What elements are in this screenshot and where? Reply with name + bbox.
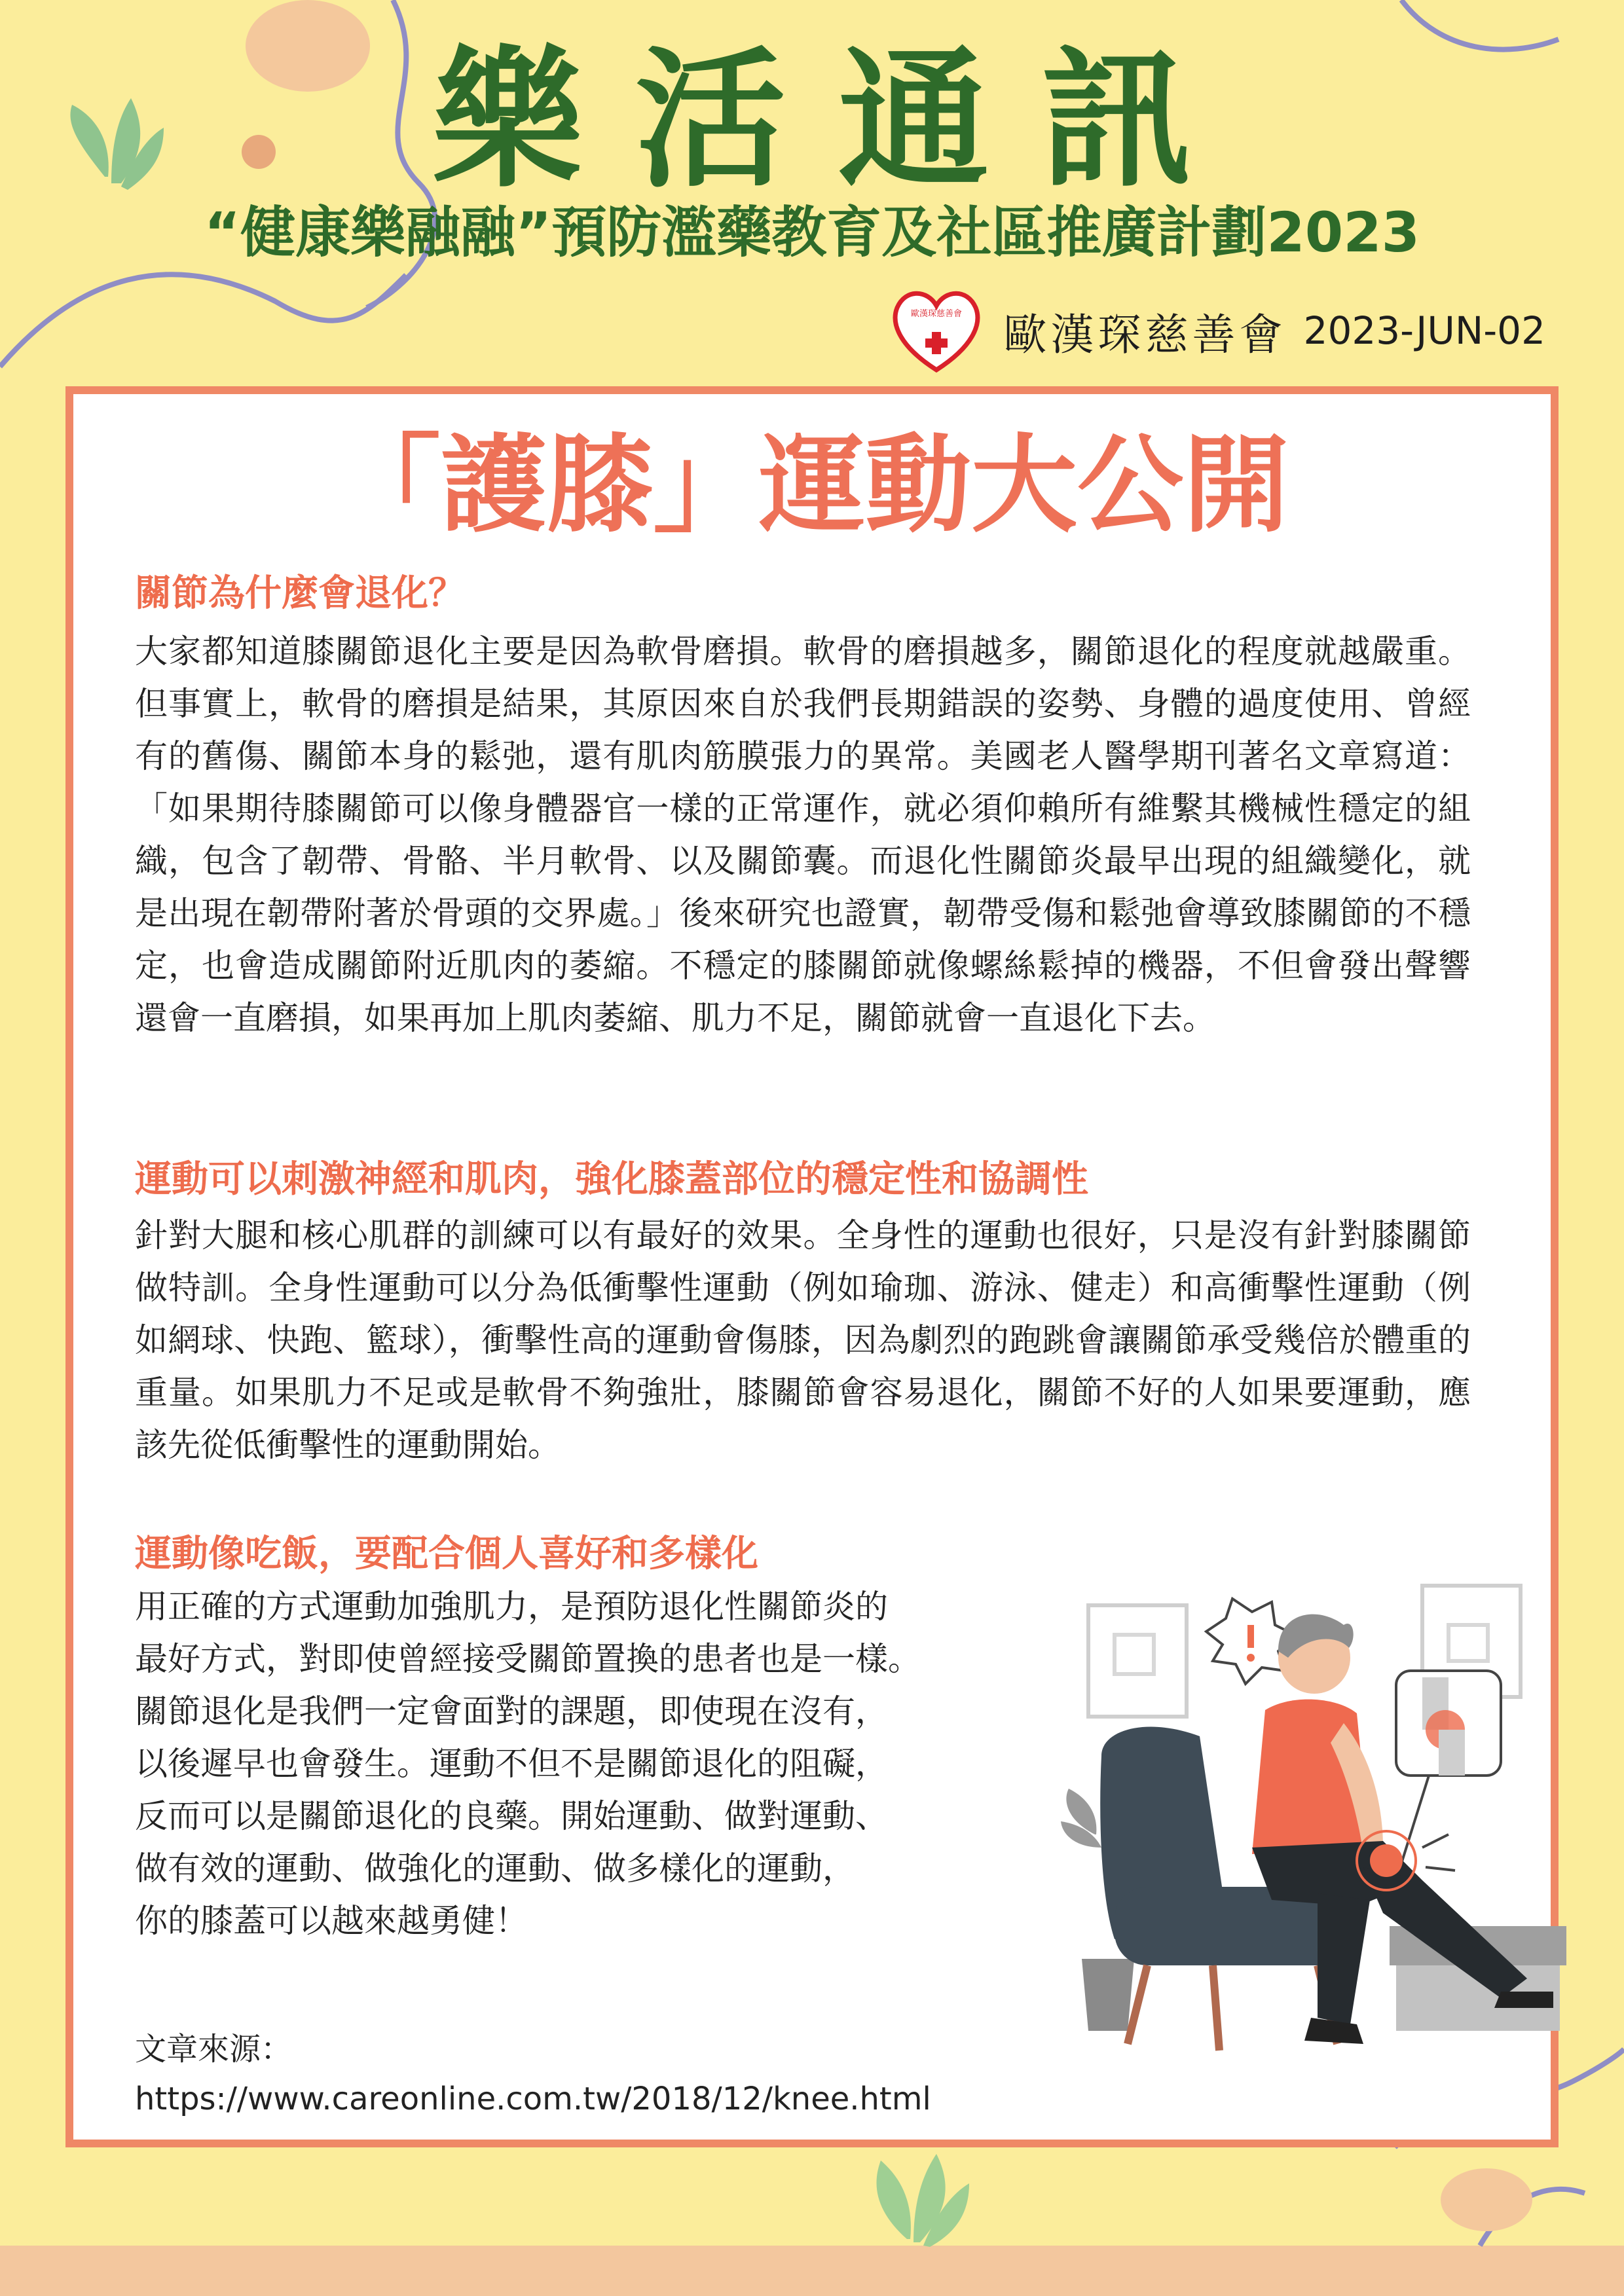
logo-text: 歐漢琛慈善會 (910, 309, 962, 319)
section-body-2: 針對大腿和核心肌群的訓練可以有最好的效果。全身性的運動也很好，只是沒有針對膝關節做特訓。全身性運動可以分為低衝擊性運動（例如瑜珈、游泳、健走）和高衝擊性運動（例如網球、快跑、籃球），衝擊性高的運動會傷膝，因為劇烈的跑跳會讓關節承受幾倍於體重的重量。如果肌力不足或是軟骨不夠強壯，膝關節會容易退化，關節不好的人如果要運動，應該先從低衝擊性的運動開始。 (135, 1216, 1471, 1464)
source-label: 文章來源： (135, 2031, 293, 2068)
publication-date: 2023-JUN-02 (1303, 308, 1545, 353)
article-title: 「護膝」運動大公開 (335, 424, 1289, 547)
knee-pain-illustration (1056, 1573, 1579, 2070)
section-heading-3: 運動像吃飯，要配合個人喜好和多樣化 (135, 1533, 758, 1575)
article-card (65, 386, 1559, 2147)
section-body-3: 用正確的方式運動加強肌力，是預防退化性關節炎的 最好方式，對即使曾經接受關節置換的患者也是一樣。 關節退化是我們一定會面對的課題，即使現在沒有， 以後遲早也會發生。運動不但不是關節退化的阻礙， 反而可以是關節退化的良藥。開始運動、做對運動、 做有效的運動、做強化的運動、做多樣化的運動， 你的膝蓋可以越來越勇健！ (135, 1588, 921, 1940)
section-body-1: 大家都知道膝關節退化主要是因為軟骨磨損。軟骨的磨損越多，關節退化的程度就越嚴重。但事實上，軟骨的磨損是結果，其原因來自於我們長期錯誤的姿勢、身體的過度使用、曾經有的舊傷、關節本身的鬆弛，還有肌肉筋膜張力的異常。美國老人醫學期刊著名文章寫道：「如果期待膝關節可以像身體器官一樣的正常運作，就必須仰賴所有維繫其機械性穩定的組織，包含了韌帶、骨骼、半月軟骨、以及關節囊。而退化性關節炎最早出現的組織變化，就是出現在韌帶附著於骨頭的交界處。」後來研究也證實，韌帶受傷和鬆弛會導致膝關節的不穩定，也會造成關節附近肌肉的萎縮。不穩定的膝關節就像螺絲鬆掉的機器，不但會發出聲響還會一直磨損，如果再加上肌肉萎縮、肌力不足，關節就會一直退化下去。 (135, 632, 1471, 1037)
masthead-subtitle: “健康樂融融”預防濫藥教育及社區推廣計劃2023 (204, 200, 1420, 264)
section-heading-2: 運動可以刺激神經和肌肉，強化膝蓋部位的穩定性和協調性 (135, 1158, 1088, 1201)
source-url: https://www.careonline.com.tw/2018/12/knee.html (135, 2081, 931, 2117)
organization-row (887, 282, 1545, 380)
organization-name: 歐漢琛慈善會 (1003, 309, 1287, 360)
section-heading-1: 關節為什麼會退化？ (135, 572, 465, 615)
masthead-title: 樂活通訊 (432, 33, 1244, 208)
heart-logo-icon (887, 285, 986, 376)
